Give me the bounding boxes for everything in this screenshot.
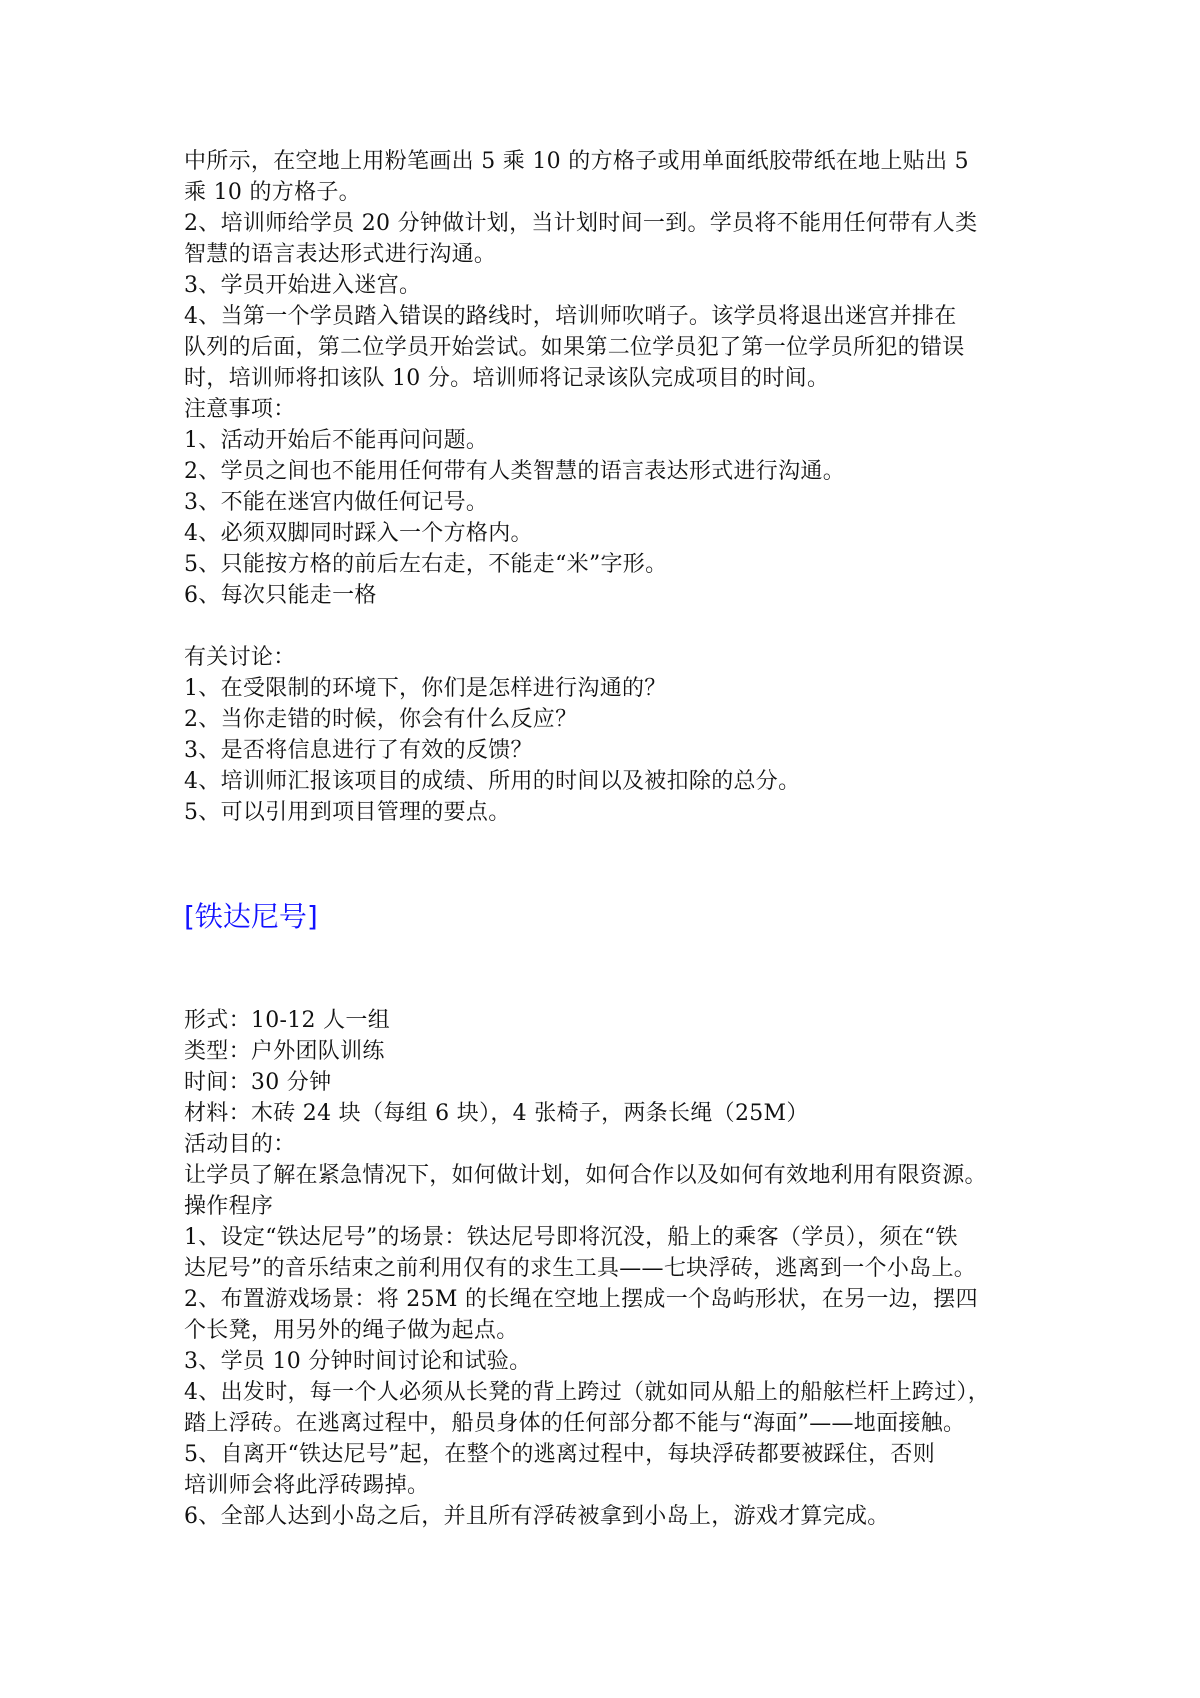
procedure-step: 5、自离开“铁达尼号”起，在整个的逃离过程中，每块浮砖都要被踩住，否则: [184, 1442, 935, 1467]
maze-activity-text: [184, 146, 1044, 828]
text-line: 3、学员开始进入迷宫。: [184, 273, 422, 298]
procedure-heading: 操作程序: [184, 1194, 274, 1219]
note-item: 2、学员之间也不能用任何带有人类智慧的语言表达形式进行沟通。: [184, 459, 845, 484]
type-line: 类型：户外团队训练: [184, 1039, 385, 1064]
text-line: 4、当第一个学员踏入错误的路线时，培训师吹哨子。该学员将退出迷宫并排在: [184, 304, 957, 329]
note-item: 1、活动开始后不能再问问题。: [184, 428, 489, 453]
text-line: 队列的后面，第二位学员开始尝试。如果第二位学员犯了第一位学员所犯的错误: [184, 335, 965, 360]
procedure-step: 达尼号”的音乐结束之前利用仅有的求生工具——七块浮砖，逃离到一个小岛上。: [184, 1256, 977, 1281]
discussion-heading: 有关讨论：: [184, 645, 296, 670]
discussion-item: 1、在受限制的环境下，你们是怎样进行沟通的？: [184, 676, 667, 701]
section-title: [铁达尼号]: [184, 900, 318, 933]
titanic-activity-text: [184, 1005, 1044, 1532]
purpose-text: 让学员了解在紧急情况下，如何做计划，如何合作以及如何有效地利用有限资源。: [184, 1163, 987, 1188]
procedure-step: 踏上浮砖。在逃离过程中，船员身体的任何部分都不能与“海面”——地面接触。: [184, 1411, 966, 1436]
note-item: 3、不能在迷宫内做任何记号。: [184, 490, 489, 515]
text-line: 智慧的语言表达形式进行沟通。: [184, 242, 497, 267]
text-line: 时，培训师将扣该队 10 分。培训师将记录该队完成项目的时间。: [184, 366, 830, 391]
procedure-step: 2、布置游戏场景：将 25M 的长绳在空地上摆成一个岛屿形状，在另一边，摆四: [184, 1287, 978, 1312]
notes-heading: 注意事项：: [184, 397, 296, 422]
procedure-step: 个长凳，用另外的绳子做为起点。: [184, 1318, 519, 1343]
text-line: 乘 10 的方格子。: [184, 180, 361, 205]
discussion-item: 5、可以引用到项目管理的要点。: [184, 800, 511, 825]
procedure-step: 1、设定“铁达尼号”的场景：铁达尼号即将沉没，船上的乘客（学员），须在“铁: [184, 1225, 958, 1250]
blank-line: [184, 611, 1044, 642]
discussion-item: 4、培训师汇报该项目的成绩、所用的时间以及被扣除的总分。: [184, 769, 801, 794]
procedure-step: 6、全部人达到小岛之后，并且所有浮砖被拿到小岛上，游戏才算完成。: [184, 1504, 890, 1529]
text-line: 2、培训师给学员 20 分钟做计划，当计划时间一到。学员将不能用任何带有人类: [184, 211, 978, 236]
procedure-step: 3、学员 10 分钟时间讨论和试验。: [184, 1349, 532, 1374]
note-item: 6、每次只能走一格: [184, 583, 377, 608]
time-line: 时间：30 分钟: [184, 1070, 332, 1095]
format-line: 形式：10-12 人一组: [184, 1008, 391, 1033]
discussion-item: 2、当你走错的时候，你会有什么反应？: [184, 707, 578, 732]
note-item: 5、只能按方格的前后左右走，不能走“米”字形。: [184, 552, 668, 577]
procedure-step: 培训师会将此浮砖踢掉。: [184, 1473, 430, 1498]
procedure-step: 4、出发时，每一个人必须从长凳的背上跨过（就如同从船上的船舷栏杆上跨过），: [184, 1380, 991, 1405]
note-item: 4、必须双脚同时踩入一个方格内。: [184, 521, 533, 546]
materials-line: 材料：木砖 24 块（每组 6 块），4 张椅子，两条长绳（25M）: [184, 1101, 809, 1126]
text-line: 中所示，在空地上用粉笔画出 5 乘 10 的方格子或用单面纸胶带纸在地上贴出 5: [184, 149, 969, 174]
discussion-item: 3、是否将信息进行了有效的反馈？: [184, 738, 533, 763]
purpose-heading: 活动目的：: [184, 1132, 296, 1157]
